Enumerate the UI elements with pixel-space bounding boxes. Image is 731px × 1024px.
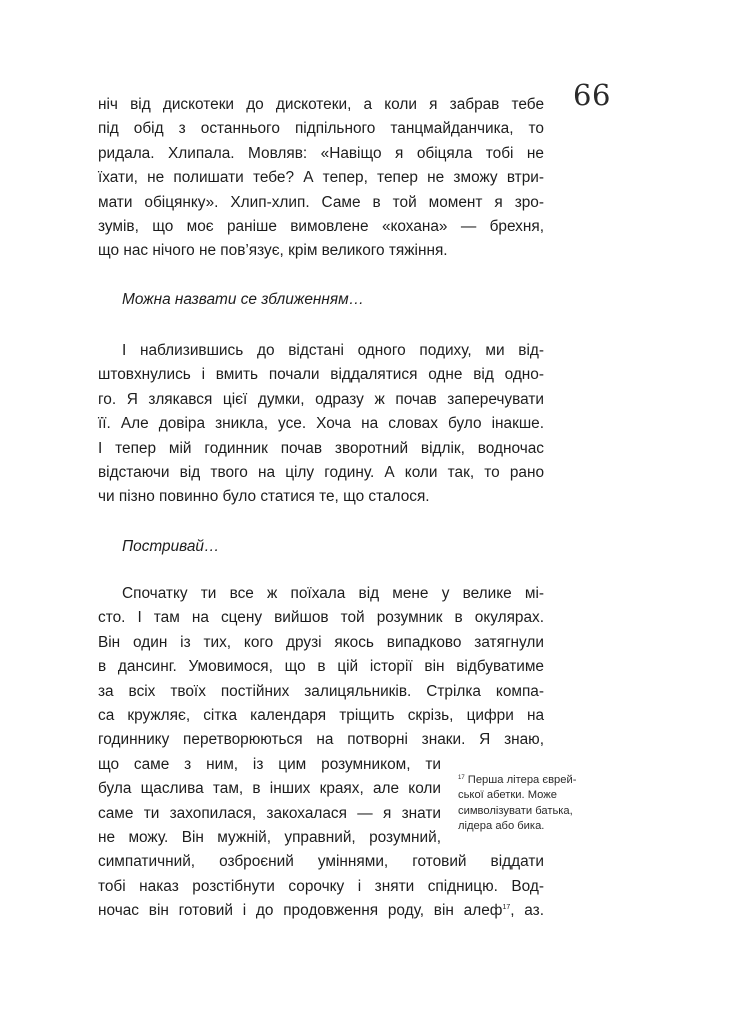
italic-remark-1 <box>98 288 544 312</box>
italic-line: Можна назвати се зближенням… <box>122 291 365 308</box>
footnote-line: лідера або бика. <box>458 820 545 833</box>
text-line: не можу. Він мужній, управний, розумний, <box>98 829 441 847</box>
text-line: І тепер мій годинник почав зворотний відлік, водночас <box>98 439 544 457</box>
paragraph-2 <box>98 339 544 510</box>
text-line: сто. І там на сцену вийшов той розумник в окулярах. <box>98 609 544 627</box>
footnote-reference[interactable]: 17 <box>502 904 511 912</box>
footnote-line <box>458 773 608 788</box>
text-line: її. Але довіра зникла, усе. Хоча на словах було інакше. <box>98 415 544 433</box>
footnote-number: 17 <box>458 775 465 781</box>
text-line: що нас нічого не пов’язує, крім великого тяжіння. <box>98 242 448 260</box>
text-line: са кружляє, сітка календаря тріщить скрізь, цифри на <box>98 707 544 725</box>
text-line: штовхнулись і вмить почали віддалятися одне від одно- <box>98 366 544 384</box>
text-line: їхати, не полишати тебе? А тепер, тепер не зможу втри- <box>98 169 544 187</box>
text-line: ніч від дискотеки до дискотеки, а коли я забрав тебе <box>98 96 544 113</box>
text-line: саме ти захопилася, закохалася — я знати <box>98 804 441 822</box>
text-line: в дансинг. Умовимося, що в цій історії він відбуватиме <box>98 658 544 676</box>
text-line: мати обіцянку». Хлип-хлип. Саме в той момент я зро- <box>98 193 544 211</box>
text-line: Спочатку ти все ж поїхала від мене у велике мі- <box>122 585 544 602</box>
text-line: що саме з ним, із цим розумником, ти <box>98 755 441 773</box>
text-fragment: ночас він готовий і до продовження роду, він алеф <box>98 902 503 920</box>
text-line: го. Я злякався цієї думки, одразу ж почав заперечувати <box>98 390 544 408</box>
text-line: чи пізно повинно було статися те, що сталося. <box>98 488 430 506</box>
footnote <box>458 773 608 835</box>
text-line: ридала. Хлипала. Мовляв: «Навіщо я обіцяла тобі не <box>98 144 544 162</box>
text-line: зумів, що моє раніше вимовлене «кохана» — брехня, <box>98 218 544 236</box>
text-line: годиннику перетворюються на потворні знаки. Я знаю, <box>98 731 544 749</box>
text-line: за всіх твоїх постійних залицяльників. Стрілка компа- <box>98 682 544 700</box>
paragraph-1 <box>98 93 544 264</box>
text-line: під обід з останнього підпільного танцмайданчика, то <box>98 120 544 138</box>
italic-remark-2 <box>98 535 544 559</box>
page-number: 66 <box>573 78 611 112</box>
footnote-line: символізувати батька, <box>458 804 573 817</box>
text-line: відстаючи від твого на цілу годину. А коли так, то рано <box>98 464 544 482</box>
footnote-text: Перша літера єврей- <box>467 774 577 786</box>
text-line: І наблизившись до відстані одного подиху, ми від- <box>122 342 544 359</box>
text-line: була щаслива там, в інших краях, але коли <box>98 780 441 798</box>
footnote-line: ської абетки. Може <box>458 789 557 802</box>
text-fragment: , аз. <box>510 902 545 920</box>
paragraph-3 <box>98 582 544 924</box>
italic-line: Постривай… <box>122 538 220 555</box>
text-line: тобі наказ розстібнути сорочку і зняти спідницю. Вод- <box>98 877 544 895</box>
text-line: Він один із тих, кого друзі якось випадково затягнули <box>98 633 544 651</box>
text-line: симпатичний, озброєний уміннями, готовий віддати <box>98 853 544 871</box>
text-line-with-footnote-ref <box>98 899 544 923</box>
